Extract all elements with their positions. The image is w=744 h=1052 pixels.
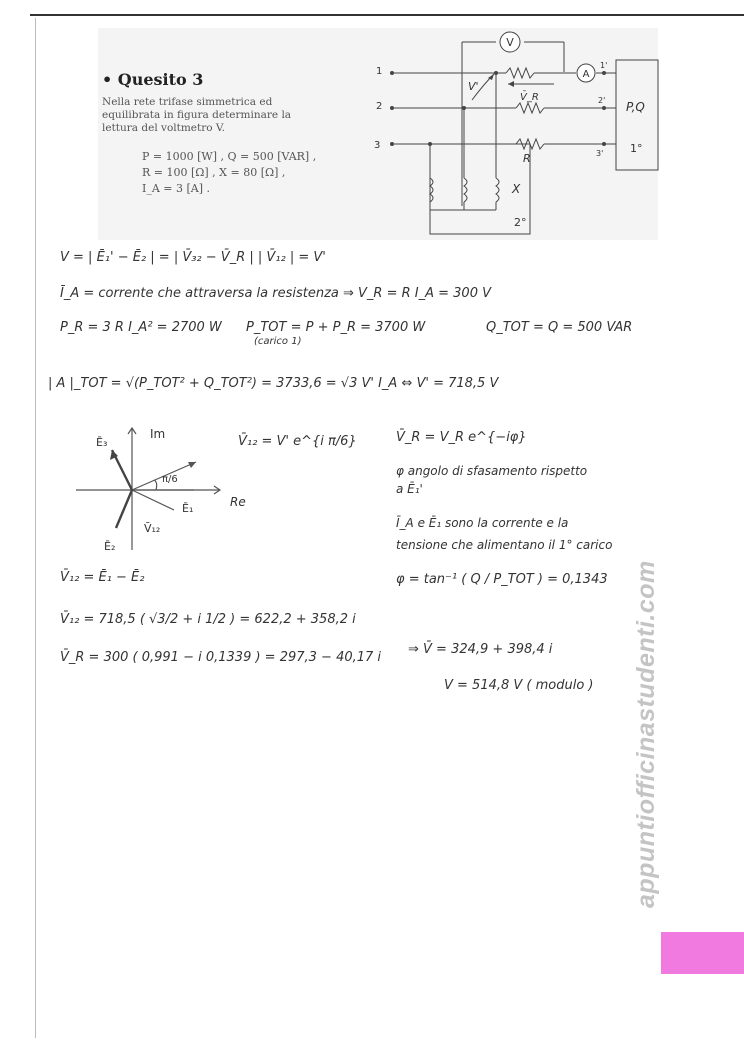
- solution-line-7: | A |_TOT = √(P_TOT² + Q_TOT²) = 3733,6 = √3 V' I_A ⇔ V' = 718,5 V: [48, 376, 499, 391]
- solution-line-16: V̄₁₂ = 718,5 ( √3/2 + i 1/2 ) = 622,2 + 358,2 i: [60, 612, 356, 627]
- vr-label: V̄_R: [520, 92, 539, 103]
- problem-data-line-1: P = 1000 [W] , Q = 500 [VAR] ,: [142, 150, 317, 163]
- phasor-diagram: [70, 420, 260, 565]
- left-margin-line: [35, 18, 36, 1038]
- solution-line-10: φ angolo di sfasamento rispetto: [396, 464, 588, 478]
- real-axis-label: Re: [230, 495, 246, 509]
- v12-label: V̄₁₂: [144, 522, 161, 535]
- problem-statement: Nella rete trifase simmetrica ed equilibrata in figura determinare la lettura del voltmetro V.: [102, 96, 292, 134]
- second-load-label: 2°: [514, 216, 527, 229]
- ammeter-label: A: [582, 69, 590, 80]
- load-number-label: 1°: [630, 142, 643, 155]
- solution-line-2: Ī_A = corrente che attraversa la resistenza ⇒ V_R = R I_A = 300 V: [60, 286, 491, 301]
- watermark-text: appuntiofficinastudenti.com: [632, 560, 660, 908]
- line-1-label: 1: [376, 66, 383, 77]
- solution-line-11: a Ē₁': [396, 482, 423, 496]
- circuit-diagram: [360, 28, 660, 242]
- imaginary-axis-label: Im: [150, 427, 166, 441]
- top-border-line: [30, 14, 744, 16]
- solution-line-5: (carico 1): [254, 336, 302, 347]
- solution-line-19: V = 514,8 V ( modulo ): [444, 678, 594, 693]
- prime-1-label: 1': [600, 61, 608, 70]
- solution-line-3: P_R = 3 R I_A² = 2700 W: [60, 320, 222, 335]
- solution-line-18: ⇒ V̄ = 324,9 + 398,4 i: [408, 642, 553, 657]
- solution-line-14: φ = tan⁻¹ ( Q / P_TOT ) = 0,1343: [396, 572, 608, 587]
- pink-tab: [661, 932, 744, 974]
- solution-line-8: V̄₁₂ = V' e^{i π/6}: [238, 434, 357, 449]
- angle-label: π/6: [162, 474, 178, 485]
- line-3-label: 3: [374, 140, 381, 151]
- solution-line-15: V̄₁₂ = Ē₁ − Ē₂: [60, 570, 145, 585]
- prime-3-label: 3': [596, 149, 604, 158]
- e2-label: Ē₂: [104, 540, 116, 553]
- solution-line-13: tensione che alimentano il 1° carico: [396, 538, 613, 552]
- vprime-label: V': [468, 80, 479, 93]
- problem-data-line-3: I_A = 3 [A] .: [142, 182, 211, 195]
- prime-2-label: 2': [598, 96, 606, 105]
- problem-title: • Quesito 3: [102, 70, 204, 89]
- voltmeter-label: V: [506, 36, 514, 49]
- solution-line-1: V = | Ē₁' − Ē₂ | = | V̄₃₂ − V̄_R | | V̄₁₂ | = V': [60, 250, 326, 265]
- solution-line-4: P_TOT = P + P_R = 3700 W: [246, 320, 426, 335]
- load-label: P,Q: [626, 100, 645, 114]
- solution-line-6: Q_TOT = Q = 500 VAR: [486, 320, 633, 335]
- solution-line-17: V̄_R = 300 ( 0,991 − i 0,1339 ) = 297,3 − 40,17 i: [60, 650, 382, 665]
- problem-data-line-2: R = 100 [Ω] , X = 80 [Ω] ,: [142, 166, 286, 179]
- e3-label: Ē₃: [96, 436, 108, 449]
- e1-label: Ē₁: [182, 502, 194, 515]
- solution-line-12: Ī_A e Ē₁ sono la corrente e la: [396, 516, 569, 530]
- reactance-label: X: [512, 182, 521, 196]
- line-2-label: 2: [376, 101, 383, 112]
- problem-title-text: Quesito 3: [117, 70, 204, 89]
- resistor-label: R: [523, 152, 531, 165]
- solution-line-9: V̄_R = V_R e^{−iφ}: [396, 430, 527, 445]
